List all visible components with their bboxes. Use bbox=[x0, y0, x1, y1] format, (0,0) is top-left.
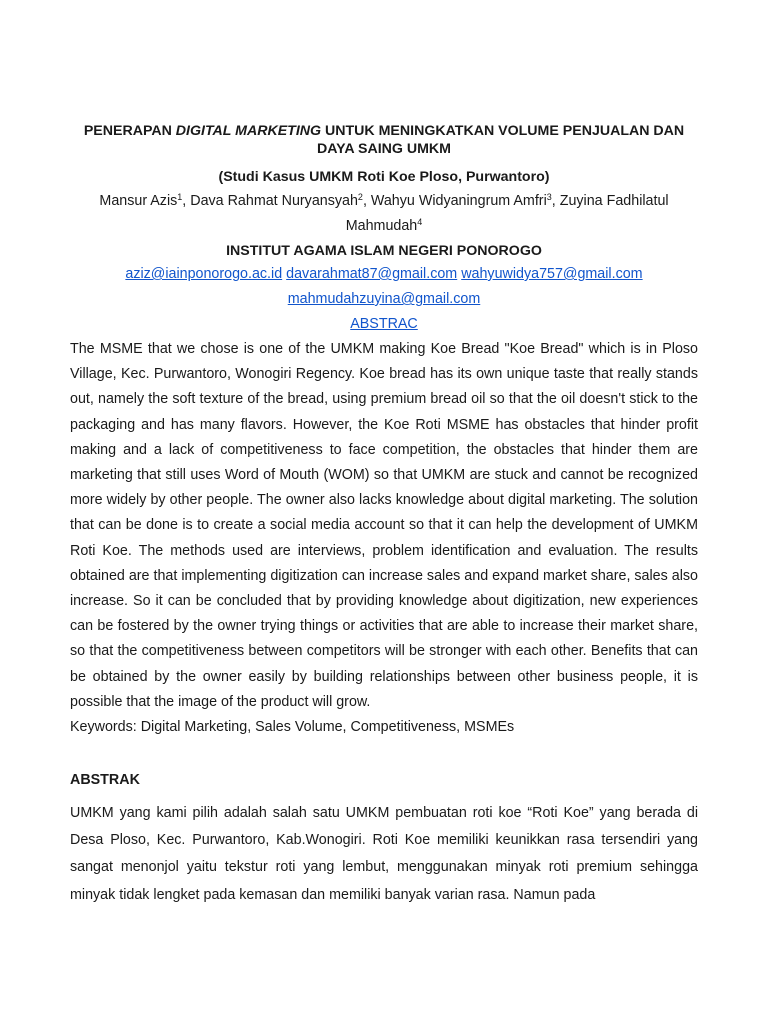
title-part-1: PENERAPAN bbox=[83, 123, 176, 139]
abstract-id-heading: ABSTRAK bbox=[70, 772, 140, 789]
author-name: Zuyina Fadhilatul Mahmudah bbox=[345, 193, 669, 234]
email-link[interactable]: aziz@iainponorogo.ac.id bbox=[125, 266, 283, 282]
author-affiliation: 4 bbox=[417, 217, 423, 227]
abstract-id-text: UMKM yang kami pilih adalah salah satu UMKM pembuatan roti koe “Roti Koe” yang berada di Desa Ploso, Kec. Purwantoro, Kab.Wonogiri. Roti Koe memiliki keunikkan rasa tersendiri yang sangat menonjol yaitu tekstur roti yang lembut, menggunakan minyak roti premium sehingga minyak tidak lengket pada kemasan dan memiliki banyak varian rasa. Namun pada bbox=[70, 805, 698, 903]
author-affiliation: 3 bbox=[546, 192, 552, 202]
paper-subtitle: (Studi Kasus UMKM Roti Koe Ploso, Purwantoro) bbox=[218, 169, 550, 185]
email-link[interactable]: davarahmat87@gmail.com bbox=[286, 266, 458, 282]
paper-title bbox=[70, 122, 698, 158]
keywords: Keywords: Digital Marketing, Sales Volume, Competitiveness, MSMEs bbox=[70, 719, 515, 736]
email-link[interactable]: wahyuwidya757@gmail.com bbox=[461, 266, 643, 282]
author-name: Mansur Azis bbox=[99, 193, 178, 209]
abstract-en-heading[interactable]: ABSTRAC bbox=[350, 316, 418, 332]
author-affiliation: 2 bbox=[357, 192, 363, 202]
author-affiliation: 1 bbox=[177, 192, 183, 202]
title-part-2: UNTUK MENINGKATKAN VOLUME PENJUALAN DAN DAYA SAING UMKM bbox=[316, 123, 685, 157]
abstract-en-text: The MSME that we chose is one of the UMKM making Koe Bread "Koe Bread" which is in Ploso Village, Kec. Purwantoro, Wonogiri Regency. Koe bread has its own unique taste that really stands out, namely the soft texture of the bread, using premium bread oil so that the oil doesn't stick to the packaging and has many flavors. However, the Koe Roti MSME has obstacles that hinder profit making and a lack of competitiveness to face competition, the obstacles that hinder them are marketing that still uses Word of Mouth (WOM) so that UMKM are stuck and cannot be recognized more widely by other people. The owner also lacks knowledge about digital marketing. The solution that can be done is to create a social media account so that it can help the development of UMKM Roti Koe. The methods used are interviews, problem identification and evaluation. The results obtained are that implementing digitization can increase sales and expand market share, sales also increase. So it can be concluded that by providing knowledge about digitization, new experiences can be fostered by the owner trying things or activities that are able to increase their market share, so that the competitiveness between competitors will be stronger with each other. Benefits that can be obtained by the owner easily by building relationships between other business people, it is possible that the image of the product will grow. bbox=[70, 341, 698, 710]
author-name: Dava Rahmat Nuryansyah bbox=[190, 193, 358, 209]
title-italic: DIGITAL MARKETING bbox=[175, 123, 322, 139]
institute-name: INSTITUT AGAMA ISLAM NEGERI PONOROGO bbox=[226, 243, 542, 259]
author-list: Mansur Azis$^1$, Dava Rahmat Nuryansyah$^2$, Wahyu Widyaningrum Amfri$^3$, Zuyina Fadhilatul Mahmudah$^4$ bbox=[99, 192, 669, 234]
paper-page bbox=[70, 122, 698, 909]
author-name: Wahyu Widyaningrum Amfri bbox=[370, 193, 547, 209]
email-list bbox=[70, 262, 698, 312]
email-link[interactable]: mahmudahzuyina@gmail.com bbox=[287, 291, 481, 307]
